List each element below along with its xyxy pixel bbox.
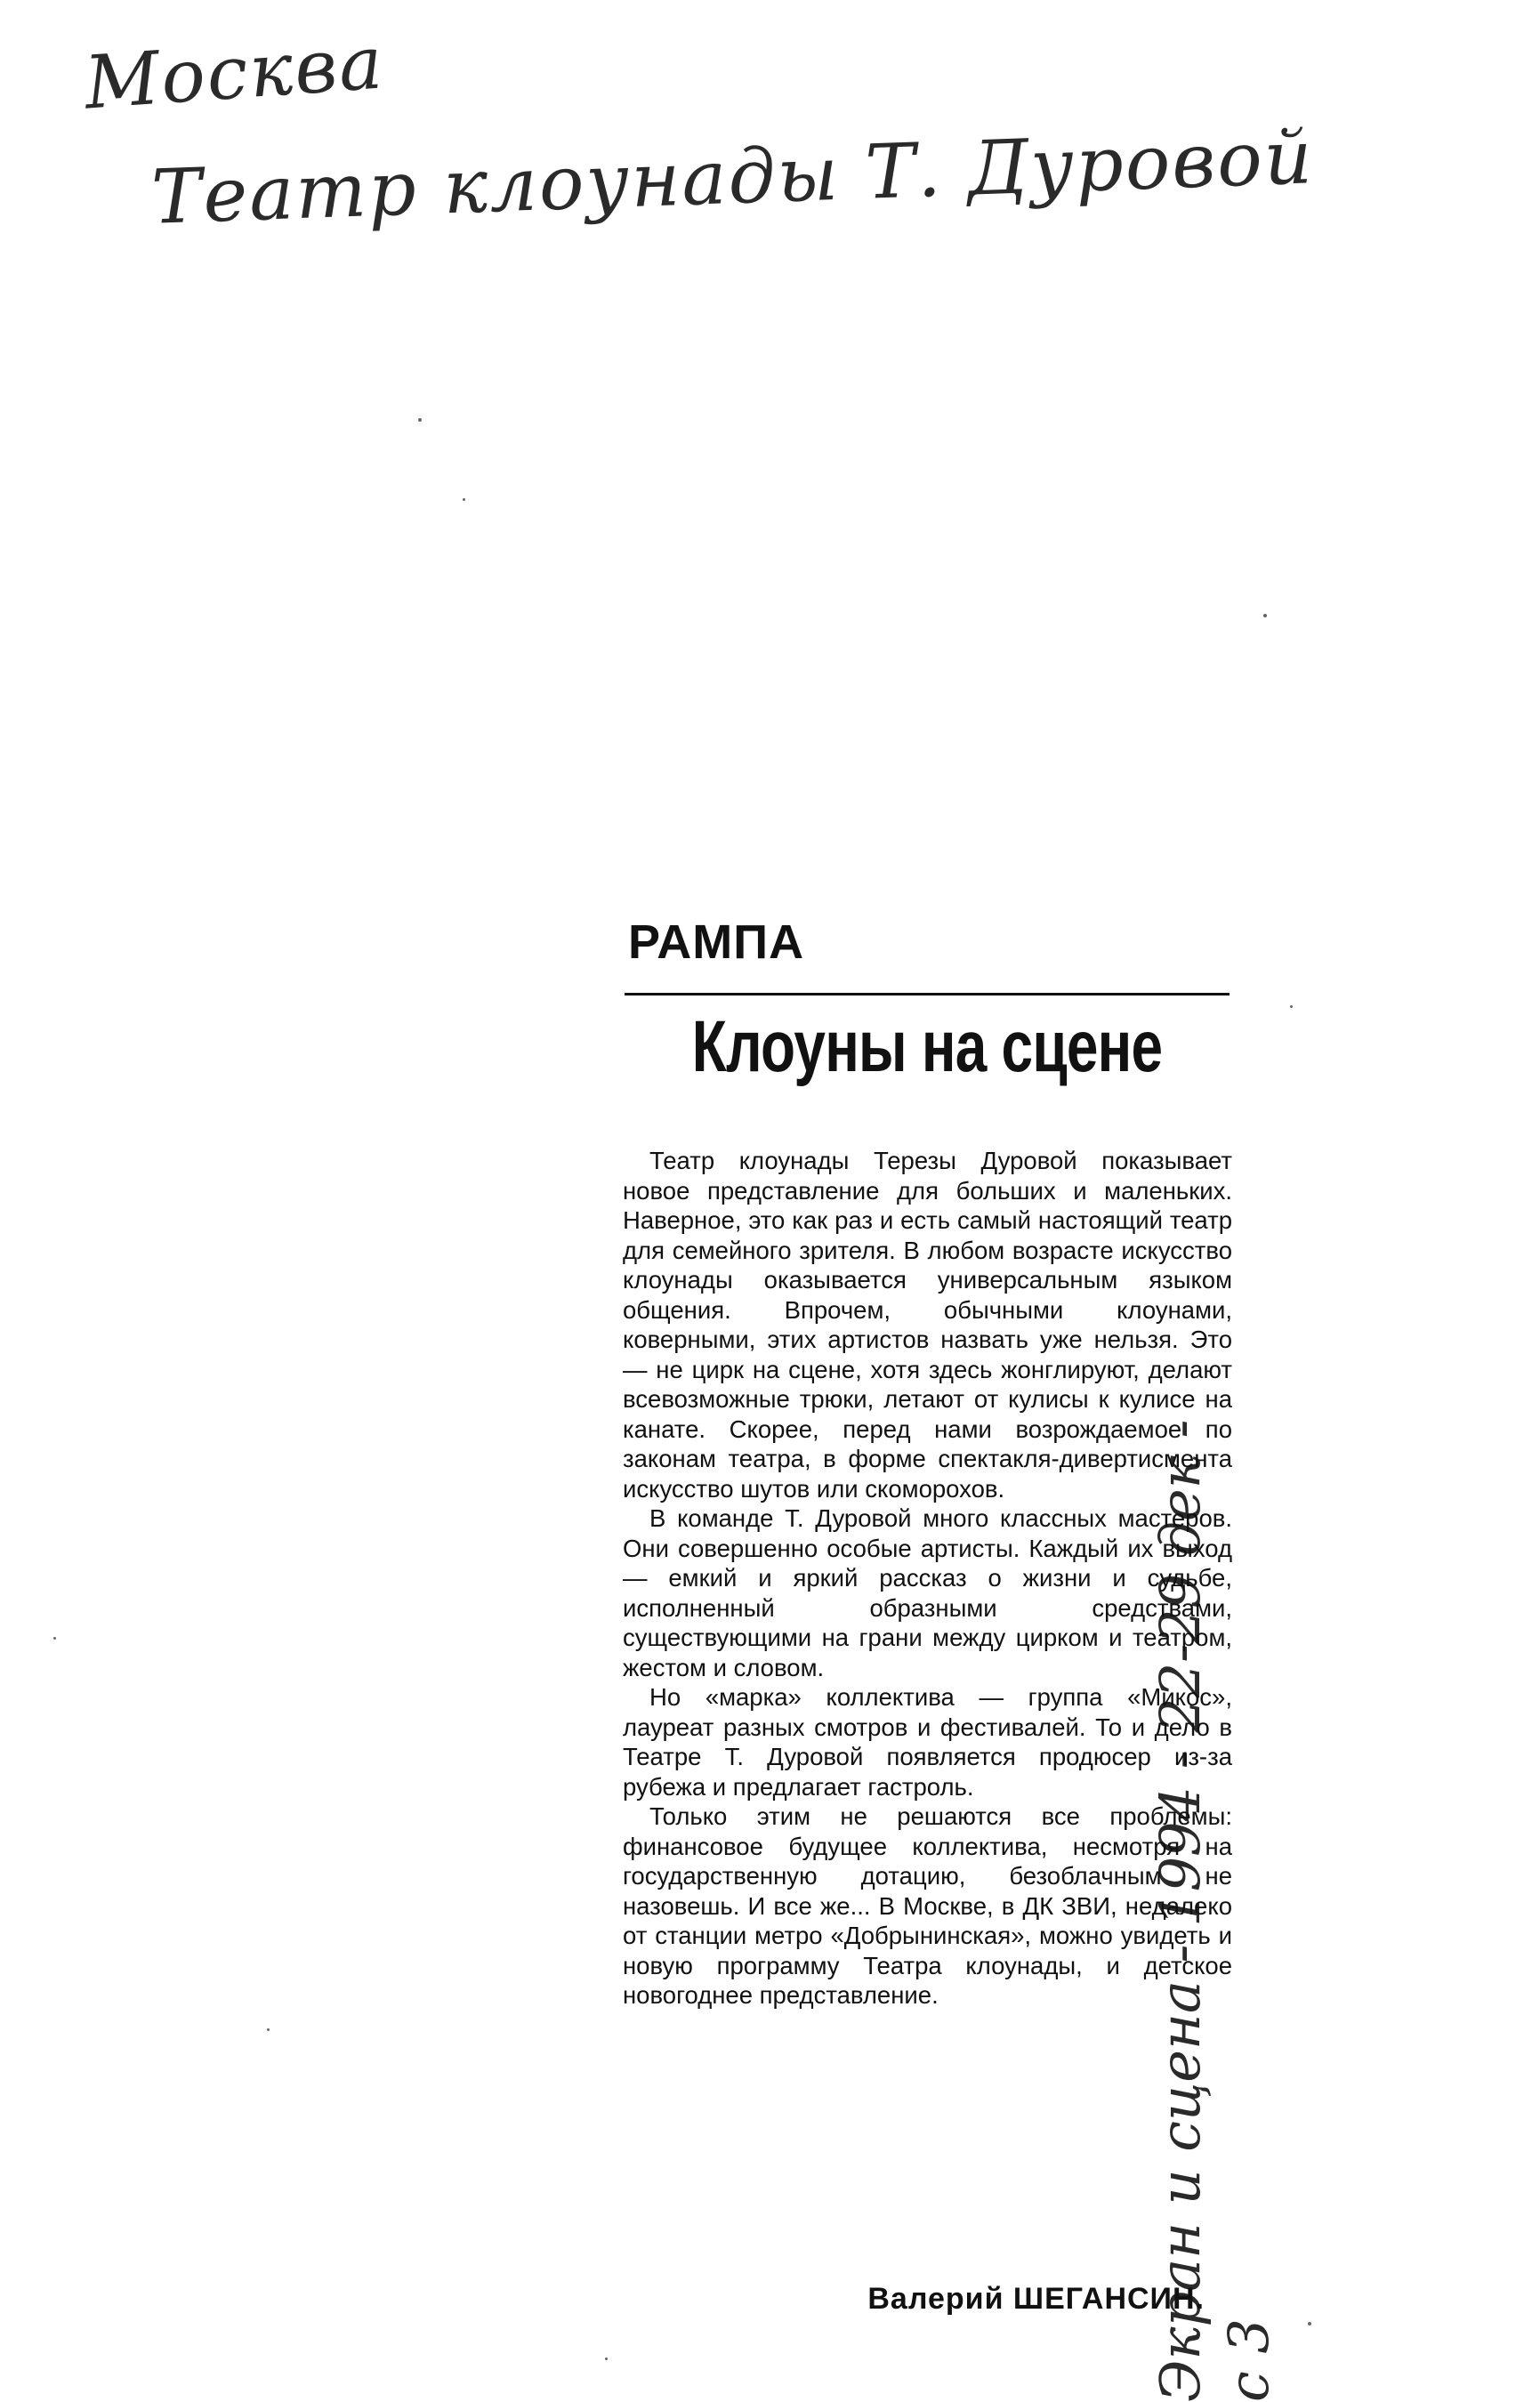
newspaper-clipping [614,907,1237,2349]
article-headline: Клоуны на сцене [691,1006,1163,1087]
article-paragraph: Но «марка» коллектива — группа «Микос», лауреат разных смотров и фестивалей. То и дело в Театре Т. Дуровой появляется продюсер из-за рубежа и предлагает гастроль. [623,1683,1232,1801]
scan-speck [605,2358,608,2360]
scan-speck [267,2028,270,2031]
rubric-label: РАМПА [628,915,805,969]
article-body [623,1146,1232,2011]
rubric-divider [625,993,1230,995]
handwritten-city-note: Москва [82,20,387,126]
scan-speck [1263,614,1267,617]
article-byline: Валерий ШЕГАНСИН. [867,2282,1205,2316]
scan-speck [1290,1005,1293,1008]
source-note-line-1: Экран и сцена - 1994 - 22-29 дек - [1148,1419,1213,2402]
handwritten-theatre-note: Театр клоунады Т. Дуровой [149,113,1316,241]
article-paragraph: Только этим не решаются все проблемы: финансовое будущее коллектива, несмотря на государственную дотацию, безоблачным не назовешь. И все же... В Москве, в ДК ЗВИ, недалеко от станции метро «Добрынинская», можно увидеть и новую программу Театра клоунады, и детское новогоднее представление. [623,1802,1232,2009]
article-paragraph: В команде Т. Дуровой много классных мастеров. Они совершенно особые артисты. Каждый их выход — емкий и яркий рассказ о жизни и судьбе, исполненный образными средствами, существующими на грани между цирком и театром, жестом и словом. [623,1504,1232,1681]
article-paragraph: Театр клоунады Терезы Дуровой показывает новое представление для больших и маленьких. Наверное, это как раз и есть самый настоящий театр для семейного зрителя. В любом возрасте искусство клоунады оказывается универсальным языком общения. Впрочем, обычными клоунами, коверными, этих артистов назвать уже нельзя. Это — не цирк на сцене, хотя здесь жонглируют, делают всевозможные трюки, летают от кулисы к кулисе на канате. Скорее, перед нами возрождаемое по законам театра, в форме спектакля-дивертисмента искусство шутов или скоморохов. [623,1147,1232,1503]
scan-speck [463,498,465,501]
source-note-line-2: с 3 [1216,2318,1281,2402]
scan-speck [418,418,422,422]
scan-speck [1308,2322,1311,2325]
scan-speck [53,1637,56,1640]
